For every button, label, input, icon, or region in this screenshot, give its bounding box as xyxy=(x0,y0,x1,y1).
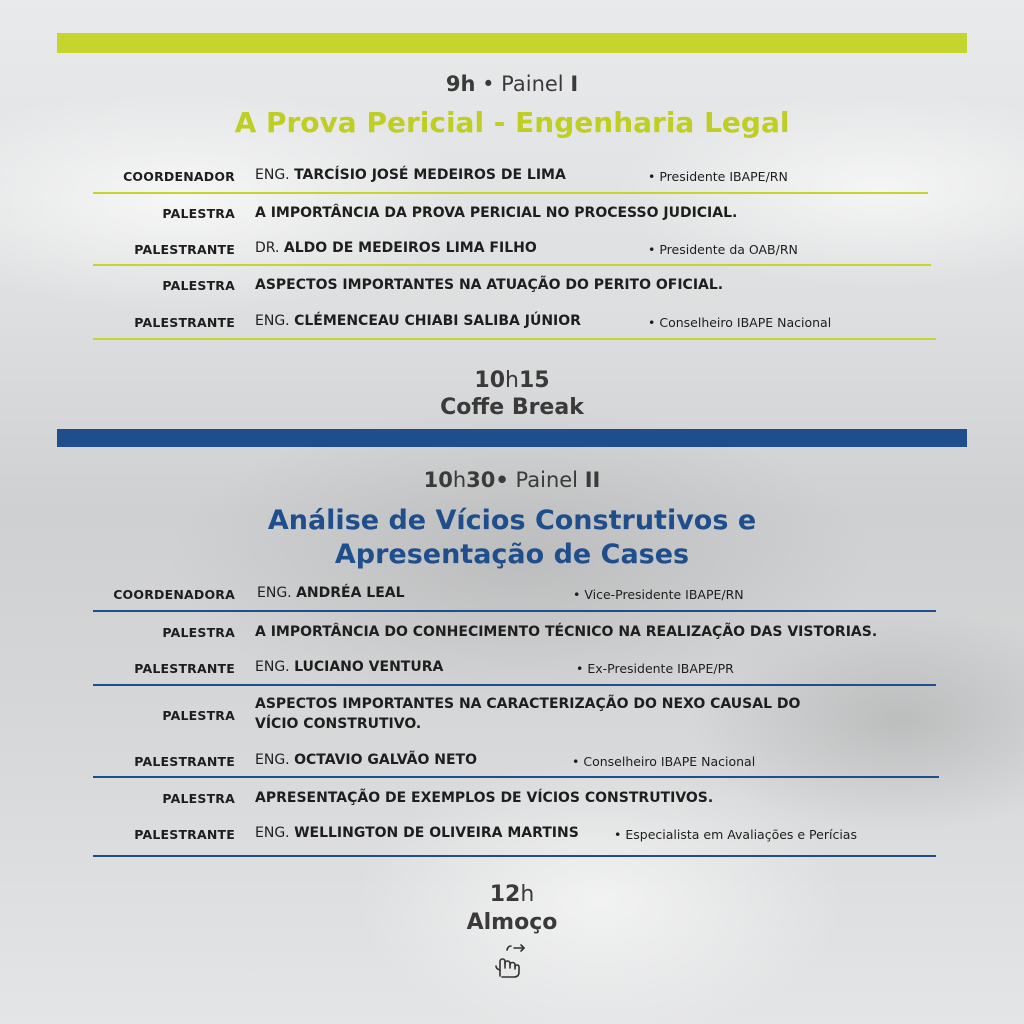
palestrante-value: ENG. WELLINGTON DE OLIVEIRA MARTINS xyxy=(255,825,579,841)
coordenadora-value: ENG. ANDRÉA LEAL xyxy=(257,585,405,601)
divider xyxy=(93,610,936,612)
palestra-title: A IMPORTÂNCIA DA PROVA PERICIAL NO PROCESSO JUDICIAL. xyxy=(255,205,738,221)
palestra-title: A IMPORTÂNCIA DO CONHECIMENTO TÉCNICO NA REALIZAÇÃO DAS VISTORIAS. xyxy=(255,624,878,640)
palestrante-role: • Conselheiro IBAPE Nacional xyxy=(648,315,832,330)
panel1-panel-word: Painel xyxy=(501,72,564,96)
panel2-panel-number: II xyxy=(584,468,601,492)
palestra-label: PALESTRA xyxy=(162,206,235,221)
panel2-time-line: 10h30• Painel II xyxy=(423,468,601,492)
lunch-time: 12h xyxy=(489,882,535,907)
palestra-label: PALESTRA xyxy=(162,708,235,723)
divider xyxy=(93,338,936,340)
palestra-title: ASPECTOS IMPORTANTES NA ATUAÇÃO DO PERITO OFICIAL. xyxy=(255,277,724,293)
coordenadora-label: COORDENADORA xyxy=(113,587,235,602)
palestrante-role: • Ex-Presidente IBAPE/PR xyxy=(576,661,734,676)
palestrante-label: PALESTRANTE xyxy=(134,754,235,769)
palestrante-label: PALESTRANTE xyxy=(134,827,235,842)
palestra-label: PALESTRA xyxy=(162,278,235,293)
panel1-time: 9h xyxy=(445,72,476,96)
divider xyxy=(93,776,939,778)
mid-accent-bar xyxy=(57,429,967,447)
palestrante-role: • Conselheiro IBAPE Nacional xyxy=(572,754,756,769)
divider xyxy=(93,192,928,194)
palestra-title-line1: ASPECTOS IMPORTANTES NA CARACTERIZAÇÃO DO NEXO CAUSAL DO xyxy=(255,696,801,712)
coordenador-role: • Presidente IBAPE/RN xyxy=(648,169,788,184)
panel2-panel-word: Painel xyxy=(515,468,579,492)
panel1-separator: • xyxy=(482,72,495,96)
palestrante-label: PALESTRANTE xyxy=(134,242,235,257)
break-time: 10h15 xyxy=(474,368,550,393)
panel2-title-line1: Análise de Vícios Construtivos e xyxy=(267,505,757,536)
palestra-label: PALESTRA xyxy=(162,791,235,806)
panel1-title: A Prova Pericial - Engenharia Legal xyxy=(234,106,790,139)
coordenador-value: ENG. TARCÍSIO JOSÉ MEDEIROS DE LIMA xyxy=(255,167,566,183)
palestrante-value: ENG. LUCIANO VENTURA xyxy=(255,659,444,675)
palestra-label: PALESTRA xyxy=(162,625,235,640)
break-label: Coffe Break xyxy=(440,395,584,420)
swipe-hand-icon[interactable] xyxy=(492,942,532,980)
panel1-panel-number: I xyxy=(570,72,579,96)
palestrante-value: ENG. CLÉMENCEAU CHIABI SALIBA JÚNIOR xyxy=(255,313,581,329)
coordenadora-role: • Vice-Presidente IBAPE/RN xyxy=(573,587,744,602)
palestra-title: APRESENTAÇÃO DE EXEMPLOS DE VÍCIOS CONSTRUTIVOS. xyxy=(255,790,714,806)
panel2-title-line2: Apresentação de Cases xyxy=(334,539,690,570)
palestrante-role: • Especialista em Avaliações e Perícias xyxy=(614,827,857,842)
palestra-title-line2: VÍCIO CONSTRUTIVO. xyxy=(255,716,422,732)
divider xyxy=(93,684,936,686)
palestrante-label: PALESTRANTE xyxy=(134,315,235,330)
palestrante-label: PALESTRANTE xyxy=(134,661,235,676)
palestrante-value: DR. ALDO DE MEDEIROS LIMA FILHO xyxy=(255,240,537,256)
coordenador-label: COORDENADOR xyxy=(123,169,235,184)
palestrante-value: ENG. OCTAVIO GALVÃO NETO xyxy=(255,752,477,768)
top-accent-bar xyxy=(57,33,967,53)
divider xyxy=(93,855,936,857)
divider xyxy=(93,264,931,266)
panel1-time-line xyxy=(0,72,1024,96)
palestrante-role: • Presidente da OAB/RN xyxy=(648,242,798,257)
lunch-label: Almoço xyxy=(466,910,558,935)
